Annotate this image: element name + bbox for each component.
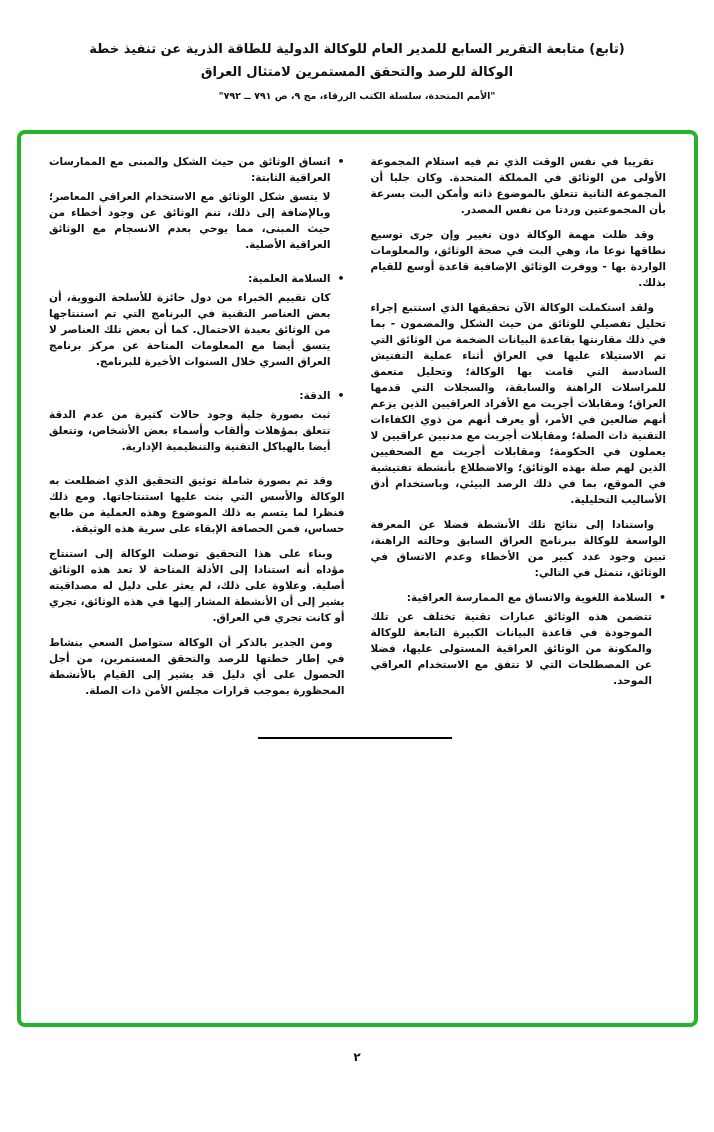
list-item-heading: الدقة: — [299, 390, 331, 402]
bullet-icon: • — [337, 389, 345, 402]
list-item-content — [49, 271, 330, 379]
list-item-content — [371, 590, 652, 698]
column-left — [49, 154, 345, 1003]
paragraph-investigation: ولقد استكملت الوكالة الآن تحقيقها الذي استتبع إجراء تحليل تفصيلي للوثائق من حيث الشكل والمضمون - بما في ذلك مقارنتها بقاعدة البيانات الضخمة من الوثائق التي تم الاستيلاء عليها في العراق أثناء عملية التفتيش السادسة التي قامت بها الوكالة؛ وتحليل متعمق للمراسلات الراهنة والسابقة، والسجلات التي قدمها العراق؛ ومقابلات أجريت مع الأفراد العراقيين الذين يزعم أنهم ضالعين في الأمر، أو يعرف أنهم من ذوي الكفاءات التقنية ذات الصلة؛ ومقابلات أجريت مع مدنيين عراقيين لا يعملون في الحكومة؛ ومقابلات أجريت مع الصحفيين الذين لهم صلة بهذه الوثائق؛ والاضطلاع بأنشطة تفتيشية في الموقع، بما في ذلك الرصد البيئي، وباستخدام أدق الأساليب التحليلية. — [370, 302, 666, 506]
list-item-content — [49, 388, 330, 464]
paragraph-mission: وقد ظلت مهمة الوكالة دون تغيير وإن جرى توسيع نطاقها نوعا ما، وهي البت في صحة الوثائق، والمعلومات الواردة بها - ووفرت الوثائق الإضافية قاعدة أوسع للقيام بذلك. — [370, 229, 666, 289]
bullet-icon: • — [658, 591, 666, 604]
list-item-body: تتضمن هذه الوثائق عبارات تقنية تختلف عن تلك الموجودة في قاعدة البيانات الكبيرة التابعة للوكالة والمكونة من الوثائق العراقية المستولى عليها، فضلا عن المصطلحات التي لا تتفق مع الاستخدام العراقي الموحد. — [370, 611, 652, 687]
two-column-body — [21, 134, 694, 1023]
list-item-content — [49, 154, 330, 262]
list-item-body: لا يتسق شكل الوثائق مع الاستخدام العراقي المعاصر؛ وبالإضافة إلى ذلك، تنم الوثائق عن وجود أخطاء من حيث المبنى، مما يوحي بعدم الانسجام مع الوثائق العراقية الأصلية. — [49, 191, 331, 251]
footnote-divider — [258, 737, 452, 739]
paragraph-findings: واستنادا إلى نتائج تلك الأنشطة فضلا عن المعرفة الواسعة للوكالة ببرنامج العراق السابق وحالته الراهنة، تبين وجود عدد كبير من الأخطاء وعدم الاتساق في الوثائق، تتمثل في التالي: — [370, 519, 666, 579]
list-item-heading: السلامة اللغوية والاتساق مع الممارسة العراقية: — [406, 592, 652, 604]
paragraph-documentation: وقد تم بصورة شاملة توثيق التحقيق الذي اضطلعت به الوكالة والأسس التي بنت عليها استنتاجاتها. ومع ذلك فنظرا لما يتسم به ذلك الموضوع وهذه العملية من طابع حساس، فمن الحصافة الإبقاء على سرية هذه الوثيقة. — [49, 475, 345, 535]
bullet-icon: • — [337, 272, 345, 285]
column-right — [371, 154, 667, 1003]
list-item-scientific-integrity — [49, 271, 345, 379]
paragraph-conclusion: وبناء على هذا التحقيق توصلت الوكالة إلى استنتاج مؤداه أنه استنادا إلى الأدلة المتاحة لا تعد هذه الوثائق أصلية. وعلاوة على ذلك، لم يعثر على دليل له مصداقيته يشير إلى أن الأنشطة المشار إليها في هذه الوثائق، تجري أو كانت تجري في العراق. — [49, 548, 345, 624]
green-highlight-frame — [17, 130, 698, 1027]
list-item-body: ثبت بصورة جلية وجود حالات كثيرة من عدم الدقة تتعلق بمؤهلات وألقاب وأسماء بعض الأشخاص، وتتعلق أيضا بالهياكل التقنية والتنظيمية الإدارية. — [49, 409, 331, 453]
list-item-format-consistency — [49, 154, 345, 262]
paragraph-intro: تقريبا في نفس الوقت الذي تم فيه استلام المجموعة الأولى من الوثائق في المملكة المتحدة. وكان جليا أن المجموعة الثانية تتعلق بالموضوع ذاته وأمكن البت بسرعة بأن المجموعتين وردتا من نفس المصدر. — [370, 156, 666, 216]
bullet-icon: • — [337, 155, 345, 168]
list-item-heading: اتساق الوثائق من حيث الشكل والمبنى مع الممارسات العراقية الثابتة: — [49, 156, 331, 184]
document-header — [30, 38, 684, 105]
paragraph-continued-monitoring: ومن الجدير بالذكر أن الوكالة ستواصل السعي بنشاط في إطار خطتها للرصد والتحقق المستمرين، من أجل الحصول على أي دليل قد يشير إلى القيام بالأنشطة المحظورة بموجب قرارات مجلس الأمن ذات الصلة. — [49, 637, 345, 697]
list-item-accuracy — [49, 388, 345, 464]
title-line-1: (تابع) متابعة التقرير السابع للمدير العام للوكالة الدولية للطاقة الذرية عن تنفيذ خطة — [89, 42, 625, 57]
list-item-body: كان تقييم الخبراء من دول حائزة للأسلحة النووية، أن بعض العناصر التقنية في البرنامج التي تم استنتاجها من الوثائق بعيدة الاحتمال. كما أن بعض تلك العناصر لا يتسق أيضا مع المعلومات المتاحة عن مركز برنامج العراق السري خلال السنوات الأخيرة للبرنامج. — [49, 292, 331, 368]
title-line-2: الوكالة للرصد والتحقق المستمرين لامتثال العراق — [200, 65, 514, 80]
list-item-heading: السلامة العلمية: — [248, 273, 331, 285]
source-citation: "الأمم المتحدة، سلسلة الكتب الزرقاء، مج ٩، ص ٧٩١ ــ ٧٩٢" — [218, 91, 496, 102]
page-number: ٢ — [353, 1050, 361, 1064]
list-item-linguistic-consistency — [371, 590, 667, 698]
